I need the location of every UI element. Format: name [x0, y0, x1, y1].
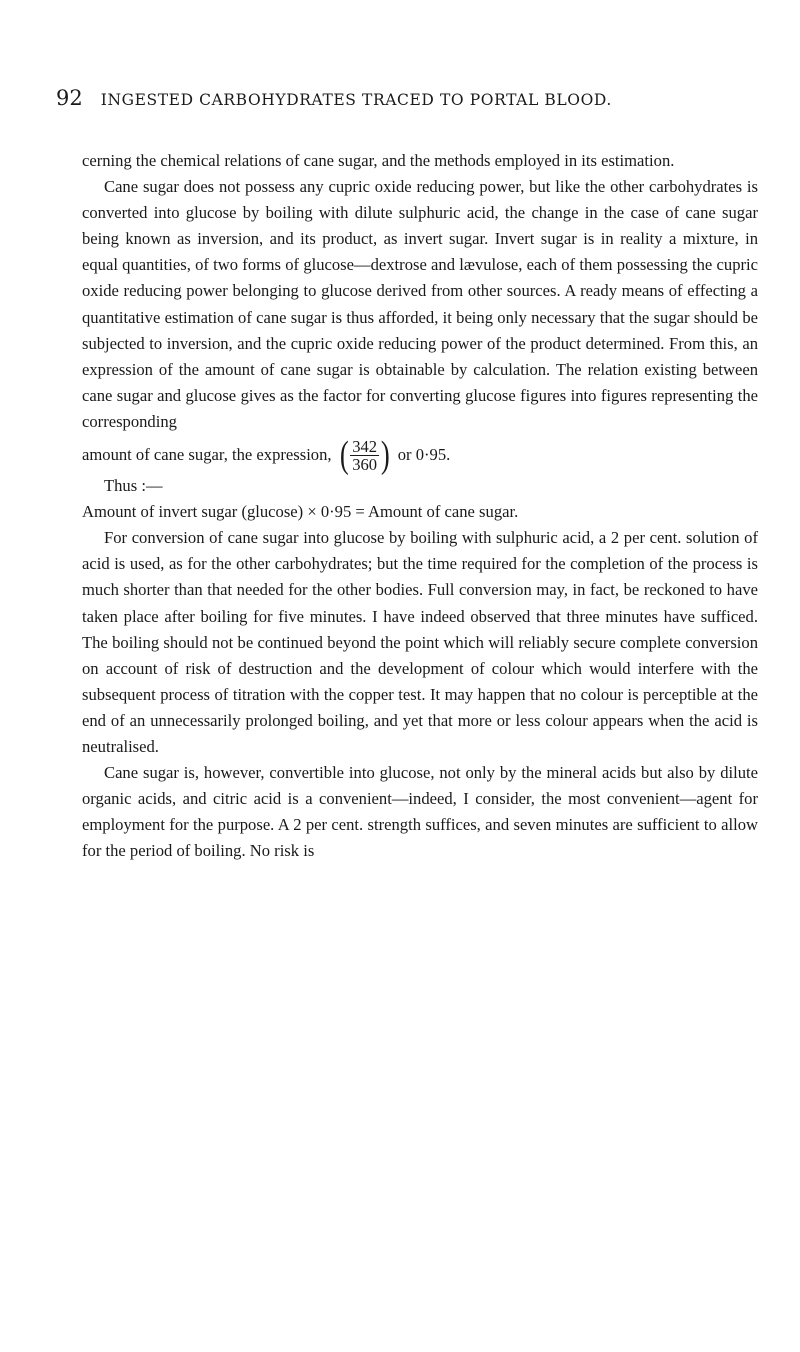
running-title: INGESTED CARBOHYDRATES TRACED TO PORTAL BLOOD.: [100, 91, 612, 109]
page-header: [56, 86, 756, 110]
paragraph-organic-acids: Cane sugar is, however, convertible into glucose, not only by the mineral acids but also by dilute organic acids, and citric acid is a convenient—indeed, I consider, the most convenient—agent for employment for the purpose. A 2 per cent. strength suffices, and seven minutes are sufficient to allow for the period of boiling. No risk is: [82, 763, 758, 861]
body-text: [82, 148, 758, 864]
thus-label: Thus :—: [104, 476, 163, 496]
conversion-equation: Amount of invert sugar (glucose) × 0·95 = Amount of cane sugar.: [82, 502, 519, 522]
paragraph-sulphuric-conversion: For conversion of cane sugar into glucose by boiling with sulphuric acid, a 2 per cent. solution of acid is used, as for the other carbohydrates; but the time required for the completion of the process is much shorter than that needed for the other bodies. Full conversion may, in fact, be reckoned to have taken place after boiling for five minutes. I have indeed observed that three minutes have sufficed. The boiling should not be continued beyond the point which will reliably secure complete conversion on account of risk of destruction and the development of colour which would interfere with the subsequent process of titration with the copper test. It may happen that no colour is perceptible at the end of an unnecessarily prolonged boiling, and yet that more or less colour appears when the acid is neutralised.: [82, 528, 758, 756]
paragraph-continuation: cerning the chemical relations of cane sugar, and the methods employed in its estimation.: [82, 151, 675, 170]
formula-lead-text: amount of cane sugar, the expression,: [82, 444, 332, 464]
page-number: 92: [56, 86, 83, 110]
formula-line: [82, 434, 758, 477]
formula-tail-text: or 0·95.: [397, 444, 451, 464]
fraction-numerator: 342: [352, 436, 378, 456]
fraction-denominator: 360: [352, 454, 378, 474]
fraction: [350, 438, 379, 473]
paragraph-inversion: Cane sugar does not possess any cupric oxide reducing power, but like the other carbohydrates is converted into glucose by boiling with dilute sulphuric acid, the change in the case of cane sugar being known as inversion, and its product, as invert sugar. Invert sugar is in reality a mixture, in equal quantities, of two forms of glucose—dextrose and lævulose, each of them possessing the cupric oxide reducing power belonging to glucose derived from other sources. A ready means of effecting a quantitative estimation of cane sugar is thus afforded, it being only necessary that the sugar should be subjected to inversion, and the cupric oxide reducing power of the product determined. From this, an expression of the amount of cane sugar is obtainable by calculation. The relation existing between cane sugar and glucose gives as the factor for converting glucose figures into figures representing the corresponding: [82, 177, 758, 431]
fraction-expression: ( $\frac{342}{360}$ ): [339, 434, 390, 477]
